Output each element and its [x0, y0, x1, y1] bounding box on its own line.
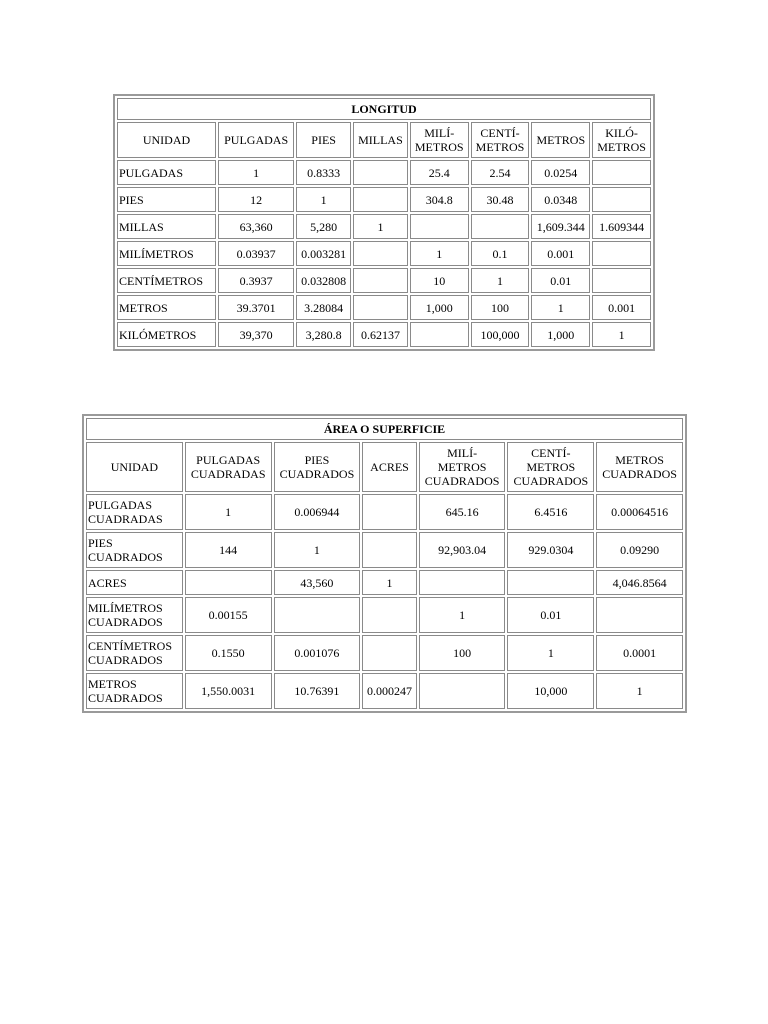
longitud-table-cell	[353, 295, 408, 320]
area-header-cell: CENTÍ- METROS CUADRADOS	[507, 442, 594, 492]
longitud-title: LONGITUD	[117, 98, 651, 120]
area-table-cell: 144	[185, 532, 272, 568]
area-row-label: PIES CUADRADOS	[86, 532, 183, 568]
area-table-cell: 0.0001	[596, 635, 683, 671]
longitud-row-label: PIES	[117, 187, 216, 212]
longitud-header-cell: CENTÍ- METROS	[471, 122, 530, 158]
longitud-table-cell: 0.3937	[218, 268, 294, 293]
area-table-cell	[274, 597, 361, 633]
longitud-table-cell: 3.28084	[296, 295, 351, 320]
area-row-label: MILÍMETROS CUADRADOS	[86, 597, 183, 633]
area-table-row	[86, 673, 683, 709]
longitud-table-cell: 1	[353, 214, 408, 239]
longitud-table-cell	[592, 241, 651, 266]
longitud-table-cell: 0.0254	[531, 160, 590, 185]
area-header-cell: PULGADAS CUADRADAS	[185, 442, 272, 492]
longitud-table-cell: 0.03937	[218, 241, 294, 266]
area-table-cell: 1	[419, 597, 506, 633]
area-table-cell: 0.001076	[274, 635, 361, 671]
area-table-cell: 6.4516	[507, 494, 594, 530]
area-table-cell: 0.01	[507, 597, 594, 633]
longitud-header-cell: PULGADAS	[218, 122, 294, 158]
area-table-row	[86, 494, 683, 530]
area-table-cell: 645.16	[419, 494, 506, 530]
longitud-table-cell: 25.4	[410, 160, 469, 185]
longitud-table-cell: 5,280	[296, 214, 351, 239]
area-table-cell	[362, 635, 416, 671]
area-table-cell: 0.00155	[185, 597, 272, 633]
area-table-row	[86, 597, 683, 633]
area-table-cell: 1	[596, 673, 683, 709]
area-header-cell: MILÍ- METROS CUADRADOS	[419, 442, 506, 492]
longitud-table-row	[117, 295, 651, 320]
longitud-table-cell: 304.8	[410, 187, 469, 212]
longitud-row-label: PULGADAS	[117, 160, 216, 185]
area-header-cell: PIES CUADRADOS	[274, 442, 361, 492]
area-title: ÁREA O SUPERFICIE	[86, 418, 683, 440]
area-table-cell: 1	[185, 494, 272, 530]
area-table-cell: 0.000247	[362, 673, 416, 709]
longitud-table-cell	[592, 268, 651, 293]
longitud-table-cell: 1	[471, 268, 530, 293]
longitud-table-cell: 1,000	[410, 295, 469, 320]
longitud-table-cell: 1	[531, 295, 590, 320]
longitud-table-cell: 0.001	[531, 241, 590, 266]
longitud-table-cell: 1	[410, 241, 469, 266]
area-table-cell	[596, 597, 683, 633]
longitud-table-cell: 1	[592, 322, 651, 347]
area-row-label: PULGADAS CUADRADAS	[86, 494, 183, 530]
longitud-header-cell: METROS	[531, 122, 590, 158]
area-header-row	[86, 442, 683, 492]
longitud-header-cell: MILLAS	[353, 122, 408, 158]
longitud-table-cell: 0.0348	[531, 187, 590, 212]
longitud-header-cell: PIES	[296, 122, 351, 158]
longitud-table-cell: 1,609.344	[531, 214, 590, 239]
area-table-cell: 929.0304	[507, 532, 594, 568]
area-table-cell: 10.76391	[274, 673, 361, 709]
area-table-cell: 4,046.8564	[596, 570, 683, 595]
longitud-table-cell	[353, 241, 408, 266]
area-table-cell	[419, 673, 506, 709]
longitud-table-cell	[353, 268, 408, 293]
longitud-table-cell	[410, 322, 469, 347]
area-table-cell: 0.1550	[185, 635, 272, 671]
area-table-cell	[362, 597, 416, 633]
area-header-cell: ACRES	[362, 442, 416, 492]
longitud-table-cell: 1	[296, 187, 351, 212]
longitud-table-cell	[410, 214, 469, 239]
longitud-table-cell: 10	[410, 268, 469, 293]
area-table-cell: 92,903.04	[419, 532, 506, 568]
area-table-cell: 0.09290	[596, 532, 683, 568]
longitud-table-row	[117, 187, 651, 212]
longitud-row-label: CENTÍMETROS	[117, 268, 216, 293]
longitud-table-cell	[471, 214, 530, 239]
longitud-table-cell: 63,360	[218, 214, 294, 239]
area-table-cell: 0.00064516	[596, 494, 683, 530]
longitud-table-cell	[592, 187, 651, 212]
longitud-table-cell: 100,000	[471, 322, 530, 347]
longitud-table-cell: 0.032808	[296, 268, 351, 293]
longitud-table-cell: 1,000	[531, 322, 590, 347]
longitud-row-label: KILÓMETROS	[117, 322, 216, 347]
longitud-row-label: MILLAS	[117, 214, 216, 239]
longitud-table-cell: 2.54	[471, 160, 530, 185]
longitud-header-cell: KILÓ- METROS	[592, 122, 651, 158]
longitud-table-cell: 1.609344	[592, 214, 651, 239]
area-table	[82, 414, 687, 713]
longitud-header-cell: MILÍ- METROS	[410, 122, 469, 158]
area-table-row	[86, 635, 683, 671]
area-table-cell: 43,560	[274, 570, 361, 595]
longitud-table-cell: 0.01	[531, 268, 590, 293]
area-table-cell	[362, 532, 416, 568]
longitud-table-row	[117, 160, 651, 185]
area-table-cell: 1,550.0031	[185, 673, 272, 709]
longitud-table-cell: 39,370	[218, 322, 294, 347]
longitud-table-row	[117, 214, 651, 239]
longitud-table-cell: 30.48	[471, 187, 530, 212]
area-row-label: ACRES	[86, 570, 183, 595]
longitud-table	[113, 94, 655, 351]
area-table-cell: 10,000	[507, 673, 594, 709]
longitud-table-row	[117, 268, 651, 293]
longitud-table-cell: 0.001	[592, 295, 651, 320]
longitud-table-cell: 12	[218, 187, 294, 212]
area-table-row	[86, 532, 683, 568]
area-row-label: CENTÍMETROS CUADRADOS	[86, 635, 183, 671]
longitud-row-label: METROS	[117, 295, 216, 320]
area-table-cell: 100	[419, 635, 506, 671]
longitud-table-cell: 0.62137	[353, 322, 408, 347]
area-table-cell	[419, 570, 506, 595]
longitud-table-cell: 3,280.8	[296, 322, 351, 347]
area-header-cell: UNIDAD	[86, 442, 183, 492]
area-table-cell: 1	[507, 635, 594, 671]
area-table-cell: 1	[362, 570, 416, 595]
longitud-table-cell: 39.3701	[218, 295, 294, 320]
longitud-header-cell: UNIDAD	[117, 122, 216, 158]
longitud-table-cell	[353, 160, 408, 185]
area-table-cell: 0.006944	[274, 494, 361, 530]
longitud-row-label: MILÍMETROS	[117, 241, 216, 266]
longitud-table-cell: 1	[218, 160, 294, 185]
longitud-table-cell	[592, 160, 651, 185]
longitud-table-cell: 100	[471, 295, 530, 320]
area-table-cell	[185, 570, 272, 595]
longitud-table-cell: 0.8333	[296, 160, 351, 185]
area-table-cell	[507, 570, 594, 595]
area-table-row	[86, 570, 683, 595]
longitud-header-row	[117, 122, 651, 158]
longitud-table-row	[117, 322, 651, 347]
area-table-cell	[362, 494, 416, 530]
longitud-table-cell	[353, 187, 408, 212]
longitud-table-cell: 0.1	[471, 241, 530, 266]
area-table-cell: 1	[274, 532, 361, 568]
area-row-label: METROS CUADRADOS	[86, 673, 183, 709]
longitud-table-row	[117, 241, 651, 266]
longitud-table-cell: 0.003281	[296, 241, 351, 266]
area-header-cell: METROS CUADRADOS	[596, 442, 683, 492]
